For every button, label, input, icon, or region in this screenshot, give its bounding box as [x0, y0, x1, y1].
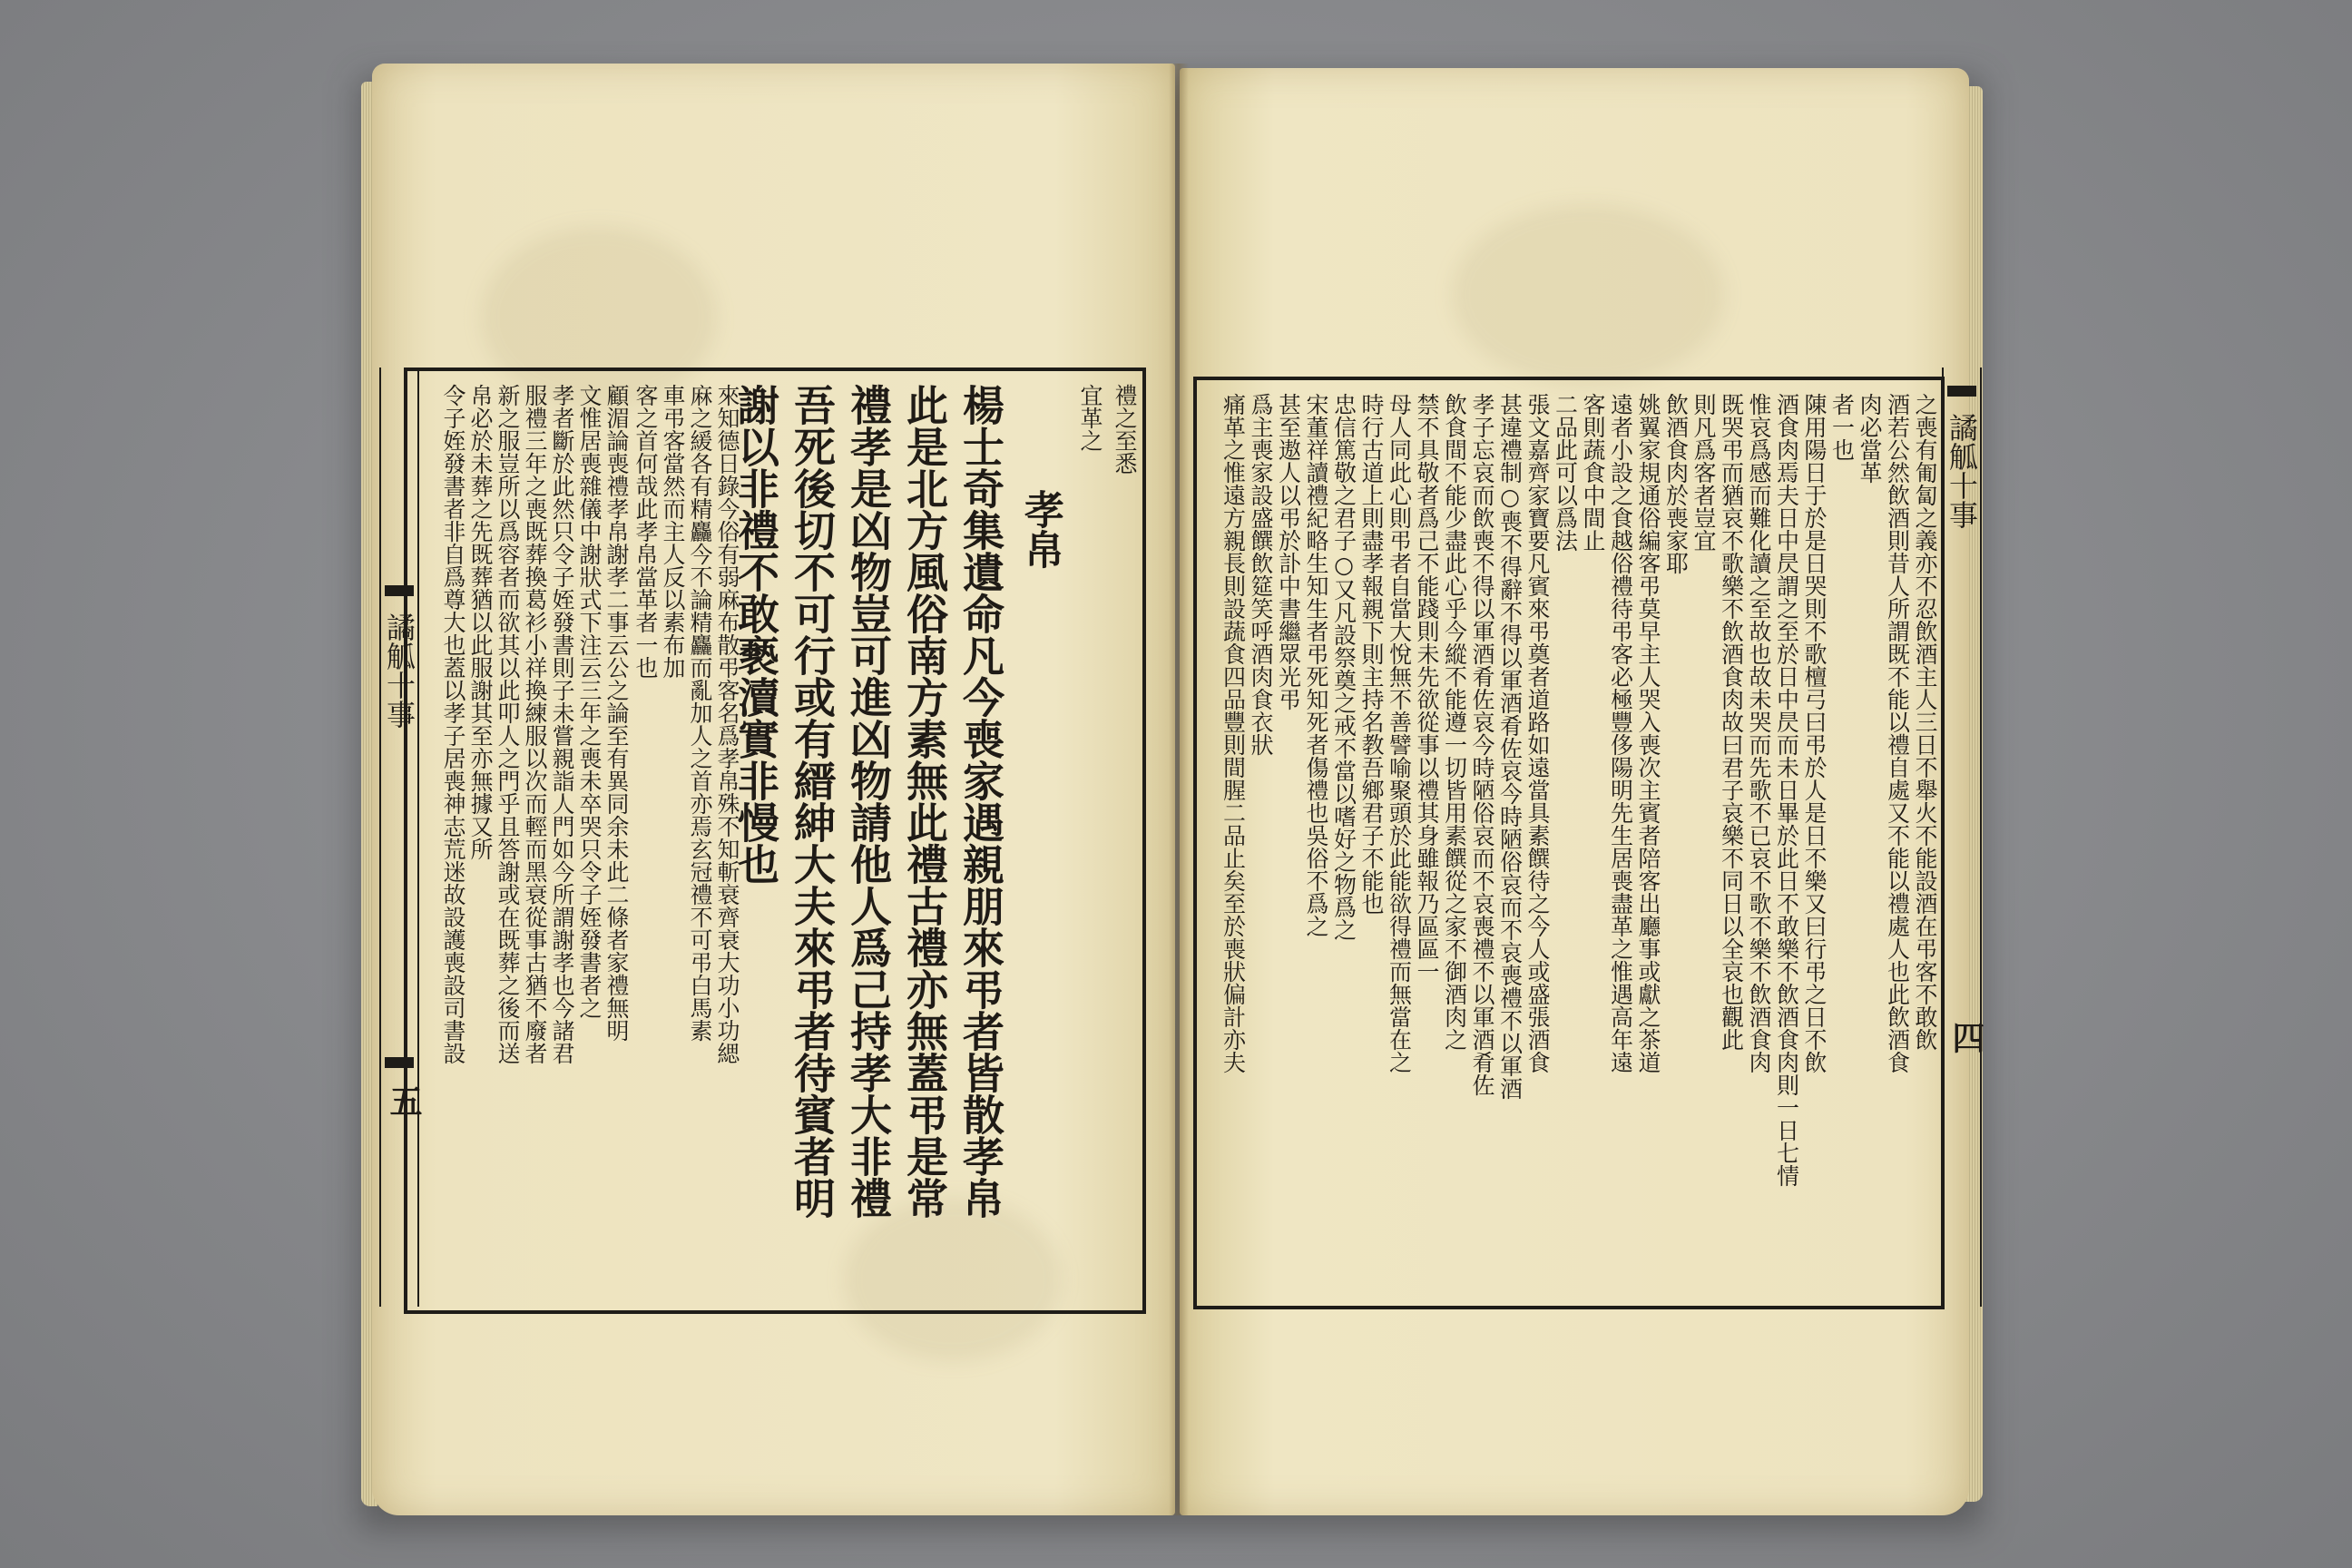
- section-heading: 孝帛: [1017, 489, 1063, 569]
- commentary-column: 服禮三年之喪既葬換葛衫小祥換練服以次而輕而黑衰從事古猶不廢者: [522, 384, 548, 1064]
- left-text-frame: [404, 368, 1146, 1314]
- commentary-column: 既哭弔而猶哀不歌樂不飲酒食肉故曰君子哀樂不同日以全哀也觀此: [1718, 393, 1745, 1051]
- fish-tail-mark: [385, 1057, 414, 1068]
- right-text-frame: [1193, 377, 1945, 1309]
- commentary-column: 來知德日錄今俗有弱麻布散弔客名爲孝帛殊不知斬衰齊衰大功小功緦: [714, 384, 740, 1064]
- page-number: 四: [1947, 1021, 1985, 1054]
- commentary-column: 張文嘉齊家寶要凡賓來弔奠者道路如遠當具素饌待之今人或盛張酒食: [1524, 393, 1551, 1073]
- fish-tail-mark: [385, 585, 414, 596]
- commentary-column: 宋董祥讀禮紀略生知生者弔死知死者傷禮也吳俗不爲之: [1303, 393, 1329, 937]
- commentary-column: 帛必於未葬之先既葬猶以此服謝其至亦無據又所: [467, 384, 494, 860]
- commentary-column: 則凡爲客者豈宜: [1690, 393, 1717, 552]
- paper-stain: [1452, 204, 1724, 386]
- main-text-column: 禮孝是凶物豈可進凶物請他人爲己持孝大非禮: [844, 384, 893, 1219]
- main-text-column: 謝以非禮不敢褻瀆實非慢也: [731, 384, 780, 885]
- commentary-column: 遠者小設之食越俗禮待弔客必極豐侈陽明先生居喪盡革之惟遇高年遠: [1607, 393, 1634, 1073]
- header-column: 禮之至悉: [1112, 384, 1138, 475]
- commentary-column: 麻之緩各有精麤今不論精麤而亂加人之首亦焉玄冠禮不可弔白馬素: [687, 384, 713, 1042]
- commentary-column: 酒若公然飲酒則昔人所謂既不能以禮自處又不能以禮處人也此飲酒食: [1884, 393, 1911, 1073]
- commentary-column: 甚違禮制○喪不得辭不得以軍酒肴佐哀今時陋俗哀而不哀喪禮不以軍酒: [1496, 393, 1524, 1100]
- fish-tail-mark: [1947, 386, 1976, 397]
- commentary-column: 甚至遨人以弔於訃中書繼眾光弔: [1275, 393, 1302, 710]
- commentary-column: 令子姪發書者非自爲尊大也蓋以孝子居喪神志荒迷故設護喪設司書設: [440, 384, 466, 1064]
- commentary-column: 二品此可以爲法: [1552, 393, 1579, 552]
- commentary-column: 痛革之惟遠方親長則設蔬食四品豐則間腥二品止矣至於喪狀偏計亦夫: [1220, 393, 1247, 1073]
- main-text-column: 楊士奇集遺命凡今喪家遇親朋來弔者皆散孝帛: [956, 384, 1005, 1219]
- commentary-column: 之喪有匍匐之義亦不忍飲酒主人三日不舉火不能設酒在弔客不敢飲: [1912, 393, 1938, 1051]
- header-column: 宜革之: [1077, 384, 1103, 452]
- commentary-column: 文惟居喪雜儀中謝狀式下注云三年之喪未卒哭只令子姪發書者之: [576, 384, 603, 1019]
- commentary-column: 客之首何哉此孝帛當革者一也: [632, 384, 659, 679]
- commentary-column: 顧湄論喪禮孝帛謝孝二事云公之論至有異同余未此二條者家禮無明: [603, 384, 630, 1042]
- commentary-column: 孝者斷於此然只令子姪發書則子未嘗親詣人門如今所謂謝孝也今諸君: [549, 384, 575, 1064]
- mouth-title: 譎觚十事: [382, 612, 416, 729]
- commentary-column: 陳用陽日于於是日哭則不歌檀弓曰弔於人是日不樂又曰行弔之日不飲: [1801, 393, 1828, 1073]
- commentary-column: 母人同此心則弔者自當大悅無不善譬喻聚頭於此能欲得禮而無當在之: [1386, 393, 1413, 1073]
- main-text-column: 此是北方風俗南方素無此禮古禮亦無蓋弔是常: [900, 384, 949, 1219]
- commentary-column: 肉必當革: [1857, 393, 1883, 484]
- commentary-column: 新之服豈所以爲容者而欲其以此叩人之門乎且答謝或在既葬之後而送: [495, 384, 521, 1064]
- left-block-mouth: [379, 368, 423, 1307]
- commentary-column: 忠信篤敬之君子○又凡設祭奠之戒不當以嗜好之物爲之: [1330, 393, 1357, 941]
- commentary-column: 者一也: [1828, 393, 1856, 461]
- commentary-column: 飲食間不能少盡此心乎今縱不能遵一切皆用素饌從之家不御酒肉之: [1441, 393, 1468, 1051]
- commentary-column: 車弔客當然而主人反以素布加: [660, 384, 686, 679]
- commentary-column: 姚翼家規通俗編客弔莫早主人哭入喪次主賓者陪客出廳事或獻之茶道: [1635, 393, 1661, 1073]
- commentary-column: 時行古道上則盡孝報親下則主持名教吾鄉君子不能也: [1358, 393, 1385, 915]
- commentary-column: 爲主喪家設盛饌飲筵笑呼酒肉食衣狀: [1248, 393, 1274, 756]
- commentary-column: 惟哀爲感而難化讀之至故也故未哭而先歌不已哀不歌不樂不飲酒食肉: [1746, 393, 1772, 1073]
- commentary-column: 飲酒食肉於喪家耶: [1662, 393, 1690, 574]
- main-text-column: 吾死後切不可行或有縉紳大夫來弔者待賓者明: [788, 384, 837, 1219]
- book-gutter: [1169, 64, 1189, 1515]
- page-number: 五: [385, 1084, 423, 1117]
- commentary-column: 客則蔬食中間止: [1580, 393, 1606, 552]
- right-block-mouth: [1942, 368, 1985, 1307]
- commentary-column: 禁不具敬者爲己不能踐則未先欲從事以禮其身雖報乃區區一: [1414, 393, 1440, 983]
- mouth-title: 譎觚十事: [1945, 413, 1979, 529]
- commentary-column: 孝子忘哀而飲喪不得以軍酒肴佐哀今時陋俗哀而不哀喪禮不以軍酒肴佐: [1469, 393, 1495, 1096]
- commentary-column: 酒食肉焉夫日中昃謂之至於日中昃而未日畢於此日不敢樂不飲酒食肉則一日七情: [1773, 393, 1800, 1187]
